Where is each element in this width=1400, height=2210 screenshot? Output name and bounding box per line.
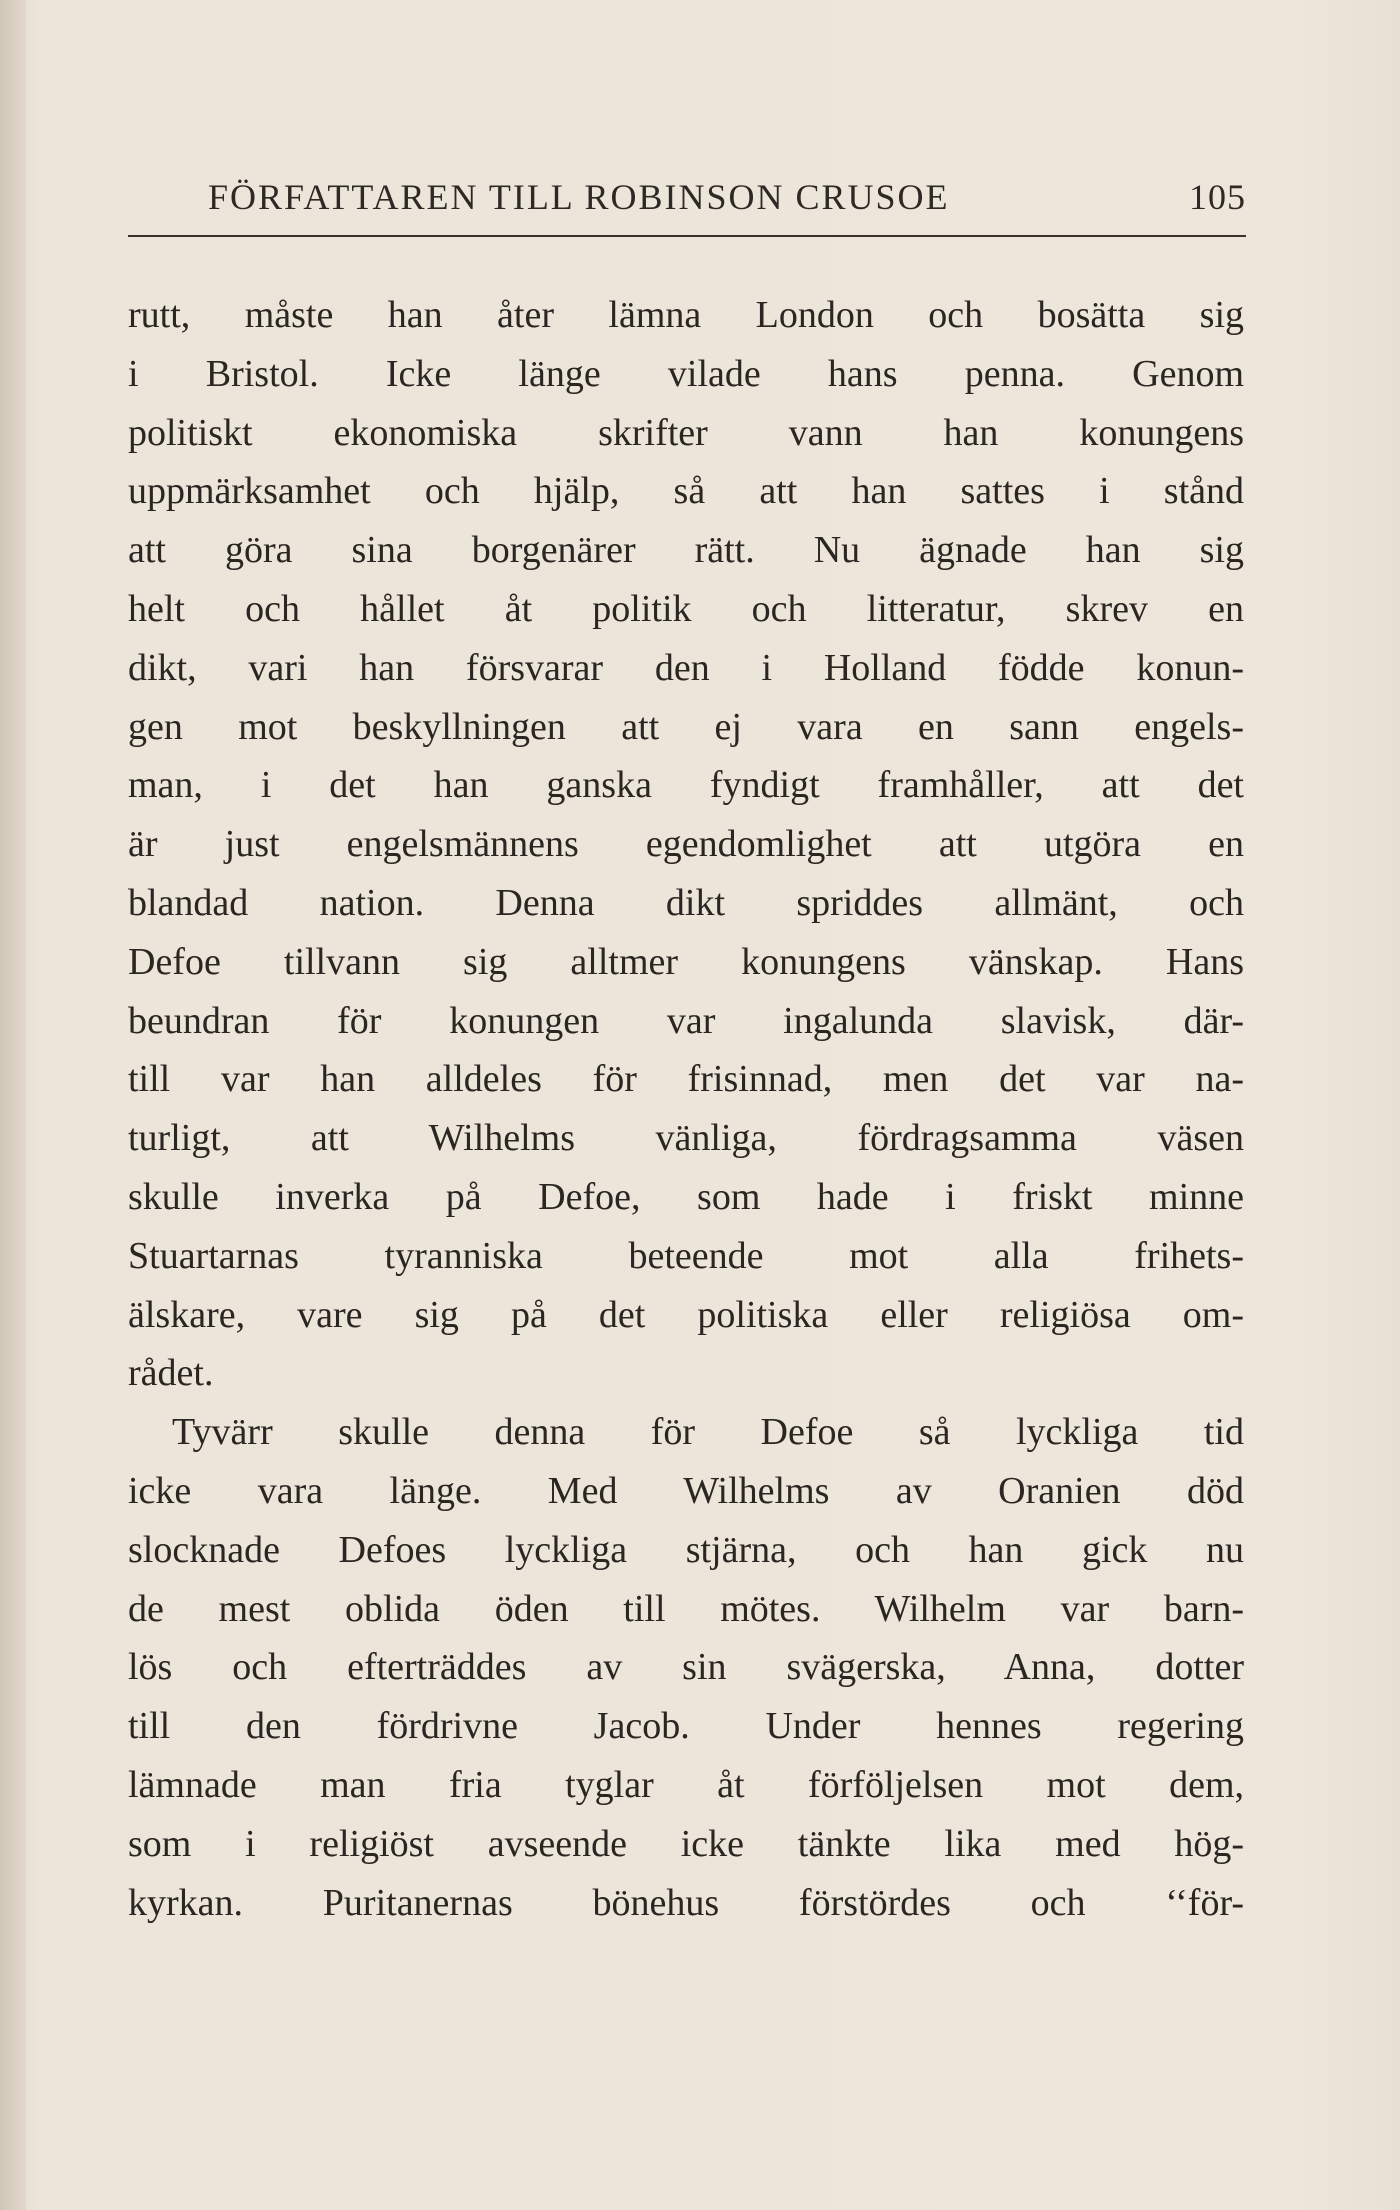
text-line: helt och hållet åt politik och litteratur, skrev en — [128, 587, 1244, 630]
text-line: dikt, vari han försvarar den i Holland födde konun- — [128, 646, 1244, 689]
spine-shadow — [0, 0, 26, 2210]
text-line: Tyvärr skulle denna för Defoe så lyckliga tid — [172, 1411, 1244, 1454]
header-rule — [128, 235, 1246, 237]
text-line: de mest oblida öden till mötes. Wilhelm var barn- — [128, 1587, 1244, 1630]
text-line: man, i det han ganska fyndigt framhåller, att det — [128, 764, 1244, 807]
text-line: till var han alldeles för frisinnad, men det var na- — [128, 1058, 1244, 1101]
text-line: beundran för konungen var ingalunda slavisk, där- — [128, 999, 1244, 1042]
text-line: Defoe tillvann sig alltmer konungens vänskap. Hans — [128, 940, 1244, 983]
text-line: till den fördrivne Jacob. Under hennes regering — [128, 1705, 1244, 1748]
page-number: 105 — [1189, 177, 1246, 217]
text-line: lämnade man fria tyglar åt förföljelsen mot dem, — [128, 1763, 1244, 1806]
text-line: kyrkan. Puritanernas bönehus förstördes och ‘‘för- — [128, 1881, 1244, 1924]
text-line: blandad nation. Denna dikt spriddes allmänt, och — [128, 881, 1244, 924]
text-line: Stuartarnas tyranniska beteende mot alla frihets- — [128, 1234, 1244, 1277]
text-line: lös och efterträddes av sin svägerska, Anna, dotter — [128, 1646, 1244, 1689]
text-line: att göra sina borgenärer rätt. Nu ägnade han sig — [128, 529, 1244, 572]
text-line: politiskt ekonomiska skrifter vann han konungens — [128, 411, 1244, 454]
text-line: som i religiöst avseende icke tänkte lika med hög- — [128, 1822, 1244, 1865]
text-line: turligt, att Wilhelms vänliga, fördragsamma väsen — [128, 1117, 1244, 1160]
running-title: FÖRFATTAREN TILL ROBINSON CRUSOE — [208, 177, 950, 217]
text-line: rådet. — [128, 1352, 214, 1395]
text-line: icke vara länge. Med Wilhelms av Oranien död — [128, 1469, 1244, 1512]
body-text — [128, 286, 1244, 1932]
text-line: gen mot beskyllningen att ej vara en sann engels- — [128, 705, 1244, 748]
text-line: är just engelsmännens egendomlighet att utgöra en — [128, 823, 1244, 866]
text-line: uppmärksamhet och hjälp, så att han sattes i stånd — [128, 470, 1244, 513]
running-head — [128, 176, 1246, 228]
text-line: i Bristol. Icke länge vilade hans penna. Genom — [128, 352, 1244, 395]
text-line: slocknade Defoes lyckliga stjärna, och han gick nu — [128, 1528, 1244, 1571]
text-line: rutt, måste han åter lämna London och bosätta sig — [128, 294, 1244, 336]
text-line: älskare, vare sig på det politiska eller religiösa om- — [128, 1293, 1244, 1336]
text-line: skulle inverka på Defoe, som hade i friskt minne — [128, 1175, 1244, 1218]
